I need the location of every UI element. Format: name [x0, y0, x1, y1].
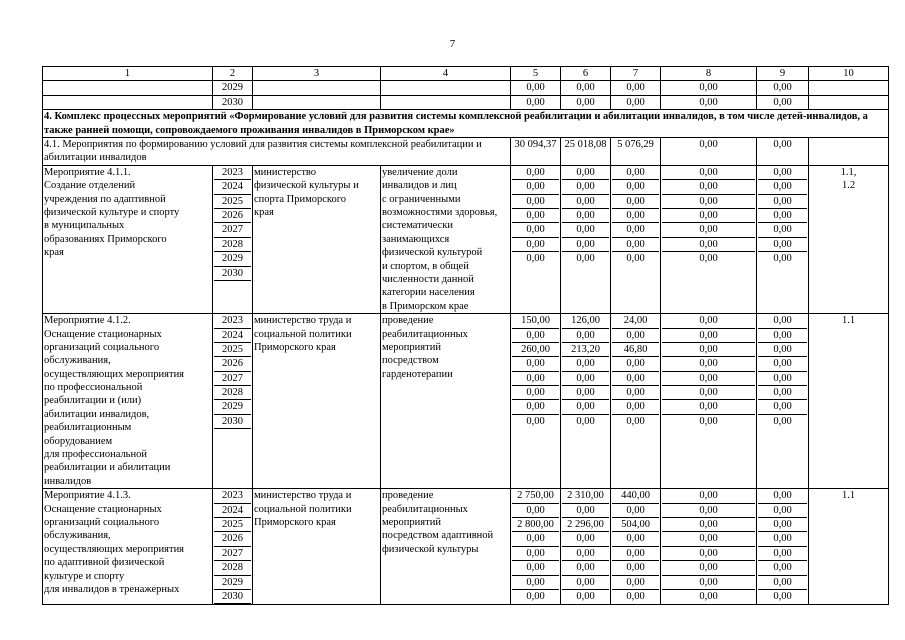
- value-cell: 0,00: [662, 238, 755, 252]
- value-cell: 0,00: [612, 180, 659, 194]
- value-cell: 0,00: [511, 95, 561, 109]
- value-cell: 0,00: [662, 343, 755, 357]
- event-indicator-line: гарденотерапии: [382, 368, 453, 380]
- table-row: [43, 95, 889, 109]
- event-years-line: 2027: [214, 372, 251, 386]
- value-cell: 0,00: [662, 518, 755, 532]
- value-cell: 0,00: [661, 95, 757, 109]
- event-refs: [809, 314, 889, 489]
- event-refs-line: 1.1,: [840, 166, 857, 178]
- event-refs: [809, 165, 889, 313]
- header-cell: 6: [561, 67, 611, 81]
- year-cell: 2030: [213, 95, 253, 109]
- event-indicator-line: физической культуры: [382, 543, 479, 555]
- event-indicator-line: реабилитационных: [382, 328, 468, 340]
- event-name-line: Мероприятие 4.1.2.: [44, 315, 131, 327]
- value-cell: 0,00: [662, 223, 755, 237]
- event-name-line: реабилитационным: [44, 422, 132, 434]
- value-cell: 0,00: [662, 357, 755, 371]
- event-indicator-line: систематически: [382, 220, 453, 232]
- event-indicator-line: мероприятий: [382, 517, 441, 528]
- value-cell: 0,00: [758, 357, 807, 371]
- event-name-line: культуре и спорту: [44, 570, 125, 582]
- event-values: [661, 314, 757, 489]
- value-cell: 0,00: [612, 400, 659, 414]
- value-cell: 0,00: [562, 561, 609, 575]
- event-years-line: 2023: [214, 314, 251, 328]
- value-cell: 30 094,37: [511, 138, 561, 166]
- event-executor-line: физической культуры и: [254, 180, 359, 192]
- value-cell: 0,00: [758, 223, 807, 237]
- value-cell: 440,00: [612, 489, 659, 503]
- event-years-line: 2027: [214, 547, 251, 561]
- event-years-line: 2028: [214, 561, 251, 575]
- value-cell: 0,00: [662, 489, 755, 503]
- event-row: [43, 314, 889, 489]
- event-indicator: [381, 165, 511, 313]
- value-cell: 0,00: [699, 253, 718, 265]
- section-title: 4. Комплекс процессных мероприятий «Формирование условий для развития системы комплексной реабилитации и абилитации инвалидов, в том числе детей-инвалидов, а также ранней помощи, сопровождаемого проживания инвалидов в Приморском крае»: [43, 110, 889, 138]
- value-cell: 0,00: [562, 180, 609, 194]
- event-values: [661, 165, 757, 313]
- value-cell: 0,00: [512, 576, 559, 590]
- value-cell: 0,00: [662, 400, 755, 414]
- event-values: [561, 489, 611, 605]
- event-values: [611, 314, 661, 489]
- value-cell: 0,00: [512, 209, 559, 223]
- value-cell: 0,00: [661, 81, 757, 95]
- event-refs-line: 1.2: [841, 180, 856, 192]
- event-name-line: Оснащение стационарных: [44, 503, 162, 515]
- event-years-line: 2023: [214, 166, 251, 180]
- value-cell: 0,00: [612, 209, 659, 223]
- event-indicator-line: и спортом, в общей: [382, 260, 469, 272]
- value-cell: 0,00: [526, 590, 545, 602]
- value-cell: 0,00: [662, 195, 755, 209]
- event-years-line: 2025: [214, 343, 251, 357]
- value-cell: 0,00: [773, 415, 792, 427]
- value-cell: 0,00: [562, 400, 609, 414]
- event-name-line: по адаптивной физической: [44, 557, 165, 569]
- event-executor-line: социальной политики: [254, 328, 352, 340]
- event-executor-line: Приморского края: [254, 341, 336, 353]
- value-cell: 0,00: [662, 532, 755, 546]
- event-years-line: 2027: [214, 223, 251, 237]
- event-refs-line: 1.1: [841, 315, 856, 327]
- value-cell: 0,00: [758, 314, 807, 328]
- value-cell: 0,00: [662, 547, 755, 561]
- event-years-line: 2025: [214, 518, 251, 532]
- value-cell: 0,00: [512, 547, 559, 561]
- value-cell: 0,00: [576, 590, 595, 602]
- value-cell: 0,00: [562, 547, 609, 561]
- value-cell: 2 310,00: [562, 489, 609, 503]
- event-name: [43, 165, 213, 313]
- value-cell: 0,00: [758, 400, 807, 414]
- value-cell: 0,00: [626, 253, 645, 265]
- event-name-line: реабилитации и (или): [44, 395, 142, 407]
- value-cell: 0,00: [512, 532, 559, 546]
- value-cell: 0,00: [758, 372, 807, 386]
- value-cell: 504,00: [612, 518, 659, 532]
- value-cell: 0,00: [612, 561, 659, 575]
- value-cell: 0,00: [626, 590, 645, 602]
- value-cell: 0,00: [612, 357, 659, 371]
- event-name-line: по профессиональной: [44, 382, 143, 394]
- event-indicator: [381, 489, 511, 605]
- value-cell: 0,00: [576, 253, 595, 265]
- value-cell: 5 076,29: [611, 138, 661, 166]
- value-cell: 0,00: [758, 180, 807, 194]
- value-cell: 0,00: [612, 372, 659, 386]
- event-name-line: организаций социального: [44, 517, 160, 528]
- value-cell: 0,00: [512, 195, 559, 209]
- event-values: [611, 489, 661, 605]
- value-cell: 0,00: [562, 223, 609, 237]
- empty-cell: [809, 95, 889, 109]
- measure-row: [43, 138, 889, 166]
- value-cell: 0,00: [662, 180, 755, 194]
- event-name: [43, 489, 213, 605]
- value-cell: 0,00: [773, 253, 792, 265]
- event-row: [43, 165, 889, 313]
- event-years-line: 2026: [214, 209, 251, 223]
- value-cell: 0,00: [612, 504, 659, 518]
- value-cell: 0,00: [512, 166, 559, 180]
- value-cell: 0,00: [612, 195, 659, 209]
- event-name-line: для профессиональной: [44, 449, 147, 461]
- event-indicator-line: занимающихся: [382, 233, 450, 245]
- value-cell: 0,00: [612, 223, 659, 237]
- event-name-line: образованиях Приморского: [44, 233, 167, 245]
- value-cell: 0,00: [758, 518, 807, 532]
- header-cell: 8: [661, 67, 757, 81]
- event-executor-line: социальной политики: [254, 503, 352, 515]
- value-cell: 126,00: [562, 314, 609, 328]
- value-cell: 0,00: [612, 576, 659, 590]
- event-name-line: обслуживания,: [44, 355, 111, 367]
- event-years-line: 2024: [214, 329, 251, 343]
- value-cell: 0,00: [512, 372, 559, 386]
- empty-cell: [381, 81, 511, 95]
- event-refs: [809, 489, 889, 605]
- event-name-line: оборудованием: [44, 435, 113, 447]
- value-cell: 0,00: [562, 329, 609, 343]
- event-values: [757, 489, 809, 605]
- value-cell: 0,00: [512, 504, 559, 518]
- value-cell: 24,00: [612, 314, 659, 328]
- value-cell: 0,00: [562, 166, 609, 180]
- event-executor: [253, 165, 381, 313]
- event-executor: [253, 489, 381, 605]
- event-values: [661, 489, 757, 605]
- value-cell: 2 750,00: [512, 489, 559, 503]
- page-number: 7: [449, 38, 456, 50]
- value-cell: 0,00: [758, 166, 807, 180]
- value-cell: 2 800,00: [512, 518, 559, 532]
- event-years-line: 2023: [214, 489, 251, 503]
- header-cell: 4: [381, 67, 511, 81]
- value-cell: 0,00: [562, 504, 609, 518]
- value-cell: 0,00: [662, 314, 755, 328]
- event-indicator-line: категории населения: [382, 287, 475, 299]
- value-cell: 0,00: [662, 561, 755, 575]
- value-cell: 0,00: [662, 372, 755, 386]
- event-values: [757, 314, 809, 489]
- event-years-line: 2030: [214, 590, 251, 604]
- event-indicator-line: физической культурой: [382, 247, 483, 259]
- event-years-line: 2029: [214, 400, 251, 414]
- value-cell: 0,00: [561, 81, 611, 95]
- event-indicator-line: проведение: [382, 315, 434, 327]
- value-cell: 0,00: [758, 195, 807, 209]
- event-indicator: [381, 314, 511, 489]
- value-cell: 0,00: [758, 489, 807, 503]
- event-executor-line: министерство труда и: [254, 315, 352, 327]
- header-cell: 3: [253, 67, 381, 81]
- event-years-line: 2026: [214, 357, 251, 371]
- event-executor: [253, 314, 381, 489]
- event-indicator-line: с ограниченными: [382, 193, 461, 205]
- event-values: [611, 165, 661, 313]
- event-name-line: Мероприятие 4.1.3.: [44, 490, 131, 502]
- event-name-line: осуществляющих мероприятия: [44, 368, 185, 380]
- value-cell: 0,00: [512, 400, 559, 414]
- value-cell: 0,00: [562, 238, 609, 252]
- value-cell: 0,00: [562, 195, 609, 209]
- empty-cell: [809, 138, 889, 166]
- section-row: [43, 110, 889, 138]
- value-cell: 0,00: [662, 576, 755, 590]
- event-executor-line: спорта Приморского: [254, 193, 347, 205]
- value-cell: 0,00: [512, 357, 559, 371]
- event-row: [43, 489, 889, 605]
- event-indicator-line: инвалидов и лиц: [382, 180, 457, 192]
- value-cell: 0,00: [757, 95, 809, 109]
- event-values: [511, 314, 561, 489]
- event-years-line: 2029: [214, 252, 251, 266]
- event-years-line: 2025: [214, 195, 251, 209]
- value-cell: 0,00: [562, 576, 609, 590]
- value-cell: 0,00: [562, 209, 609, 223]
- event-name-line: физической культуре и спорту: [44, 207, 180, 219]
- event-executor-line: министерство: [254, 166, 317, 178]
- event-indicator-line: мероприятий: [382, 341, 441, 353]
- event-name-line: абилитации инвалидов,: [44, 408, 150, 420]
- value-cell: 0,00: [562, 386, 609, 400]
- value-cell: 0,00: [612, 532, 659, 546]
- value-cell: 0,00: [511, 81, 561, 95]
- event-indicator-line: увеличение доли: [382, 166, 458, 178]
- event-name: [43, 314, 213, 489]
- event-name-line: реабилитации и абилитации: [44, 462, 171, 474]
- event-name-line: осуществляющих мероприятия: [44, 543, 185, 555]
- event-years-line: 2028: [214, 238, 251, 252]
- event-indicator-line: в Приморском крае: [382, 300, 469, 312]
- value-cell: 0,00: [758, 238, 807, 252]
- table-row: [43, 81, 889, 95]
- event-years-line: 2030: [214, 415, 251, 429]
- header-cell: 2: [213, 67, 253, 81]
- event-executor-line: министерство труда и: [254, 490, 352, 502]
- event-name-line: Мероприятие 4.1.1.: [44, 166, 131, 178]
- empty-cell: [809, 81, 889, 95]
- event-name-line: организаций социального: [44, 341, 160, 353]
- value-cell: 0,00: [526, 415, 545, 427]
- event-years-line: 2024: [214, 180, 251, 194]
- value-cell: 0,00: [562, 532, 609, 546]
- header-cell: 5: [511, 67, 561, 81]
- event-values: [511, 165, 561, 313]
- header-cell: 9: [757, 67, 809, 81]
- event-name-line: Создание отделений: [44, 180, 136, 192]
- event-name-line: инвалидов: [44, 475, 92, 487]
- event-years-line: 2026: [214, 532, 251, 546]
- value-cell: 0,00: [773, 590, 792, 602]
- empty-cell: [253, 95, 381, 109]
- year-cell: 2029: [213, 81, 253, 95]
- value-cell: 0,00: [758, 576, 807, 590]
- event-years-line: 2024: [214, 504, 251, 518]
- value-cell: 0,00: [757, 81, 809, 95]
- event-executor-line: Приморского края: [254, 517, 336, 528]
- value-cell: 0,00: [526, 253, 545, 265]
- value-cell: 0,00: [611, 95, 661, 109]
- value-cell: 0,00: [512, 238, 559, 252]
- event-years: [213, 489, 253, 605]
- empty-cell: [43, 81, 213, 95]
- event-indicator-line: посредством адаптивной: [382, 530, 494, 542]
- value-cell: 0,00: [612, 238, 659, 252]
- value-cell: 0,00: [662, 166, 755, 180]
- value-cell: 0,00: [512, 180, 559, 194]
- value-cell: 0,00: [626, 415, 645, 427]
- value-cell: 0,00: [562, 372, 609, 386]
- event-name-line: учреждения по адаптивной: [44, 193, 166, 205]
- value-cell: 0,00: [758, 329, 807, 343]
- value-cell: 0,00: [661, 138, 757, 166]
- value-cell: 213,20: [562, 343, 609, 357]
- value-cell: 0,00: [611, 81, 661, 95]
- value-cell: 0,00: [662, 329, 755, 343]
- budget-table: [42, 66, 889, 605]
- value-cell: 0,00: [512, 223, 559, 237]
- header-cell: 7: [611, 67, 661, 81]
- header-row: [43, 67, 889, 81]
- value-cell: 0,00: [758, 532, 807, 546]
- value-cell: 0,00: [612, 547, 659, 561]
- value-cell: 0,00: [758, 561, 807, 575]
- value-cell: 0,00: [662, 504, 755, 518]
- event-executor-line: края: [254, 207, 274, 219]
- event-values: [757, 165, 809, 313]
- value-cell: 0,00: [758, 209, 807, 223]
- event-values: [561, 314, 611, 489]
- value-cell: 46,80: [612, 343, 659, 357]
- value-cell: 0,00: [699, 590, 718, 602]
- value-cell: 0,00: [561, 95, 611, 109]
- value-cell: 0,00: [758, 504, 807, 518]
- empty-cell: [381, 95, 511, 109]
- header-cell: 10: [809, 67, 889, 81]
- value-cell: 0,00: [562, 357, 609, 371]
- empty-cell: [253, 81, 381, 95]
- value-cell: 0,00: [512, 561, 559, 575]
- event-name-line: Оснащение стационарных: [44, 328, 162, 340]
- event-name-line: обслуживания,: [44, 530, 111, 542]
- event-years-line: 2028: [214, 386, 251, 400]
- value-cell: 0,00: [699, 415, 718, 427]
- event-years: [213, 165, 253, 313]
- event-name-line: в муниципальных: [44, 220, 125, 232]
- event-indicator-line: посредством: [382, 355, 439, 367]
- value-cell: 0,00: [758, 386, 807, 400]
- value-cell: 0,00: [662, 209, 755, 223]
- event-years-line: 2029: [214, 576, 251, 590]
- value-cell: 25 018,08: [561, 138, 611, 166]
- event-values: [561, 165, 611, 313]
- value-cell: 0,00: [612, 329, 659, 343]
- event-indicator-line: реабилитационных: [382, 503, 468, 515]
- event-name-line: края: [44, 247, 64, 259]
- event-indicator-line: проведение: [382, 490, 434, 502]
- value-cell: 0,00: [512, 329, 559, 343]
- value-cell: 150,00: [512, 314, 559, 328]
- measure-title: 4.1. Мероприятия по формированию условий для развития системы комплексной реабилитации и абилитации инвалидов: [43, 138, 511, 166]
- event-values: [511, 489, 561, 605]
- value-cell: 0,00: [576, 415, 595, 427]
- header-cell: 1: [43, 67, 213, 81]
- value-cell: 0,00: [612, 166, 659, 180]
- value-cell: 0,00: [512, 386, 559, 400]
- value-cell: 0,00: [612, 386, 659, 400]
- empty-cell: [43, 95, 213, 109]
- event-years: [213, 314, 253, 489]
- event-indicator-line: возможностями здоровья,: [382, 207, 498, 219]
- event-name-line: для инвалидов в тренажерных: [44, 583, 180, 595]
- value-cell: 260,00: [512, 343, 559, 357]
- value-cell: 0,00: [757, 138, 809, 166]
- value-cell: 0,00: [758, 547, 807, 561]
- event-indicator-line: численности данной: [382, 273, 474, 285]
- value-cell: 0,00: [662, 386, 755, 400]
- value-cell: 0,00: [758, 343, 807, 357]
- event-refs-line: 1.1: [841, 490, 856, 502]
- event-years-line: 2030: [214, 267, 251, 281]
- value-cell: 2 296,00: [562, 518, 609, 532]
